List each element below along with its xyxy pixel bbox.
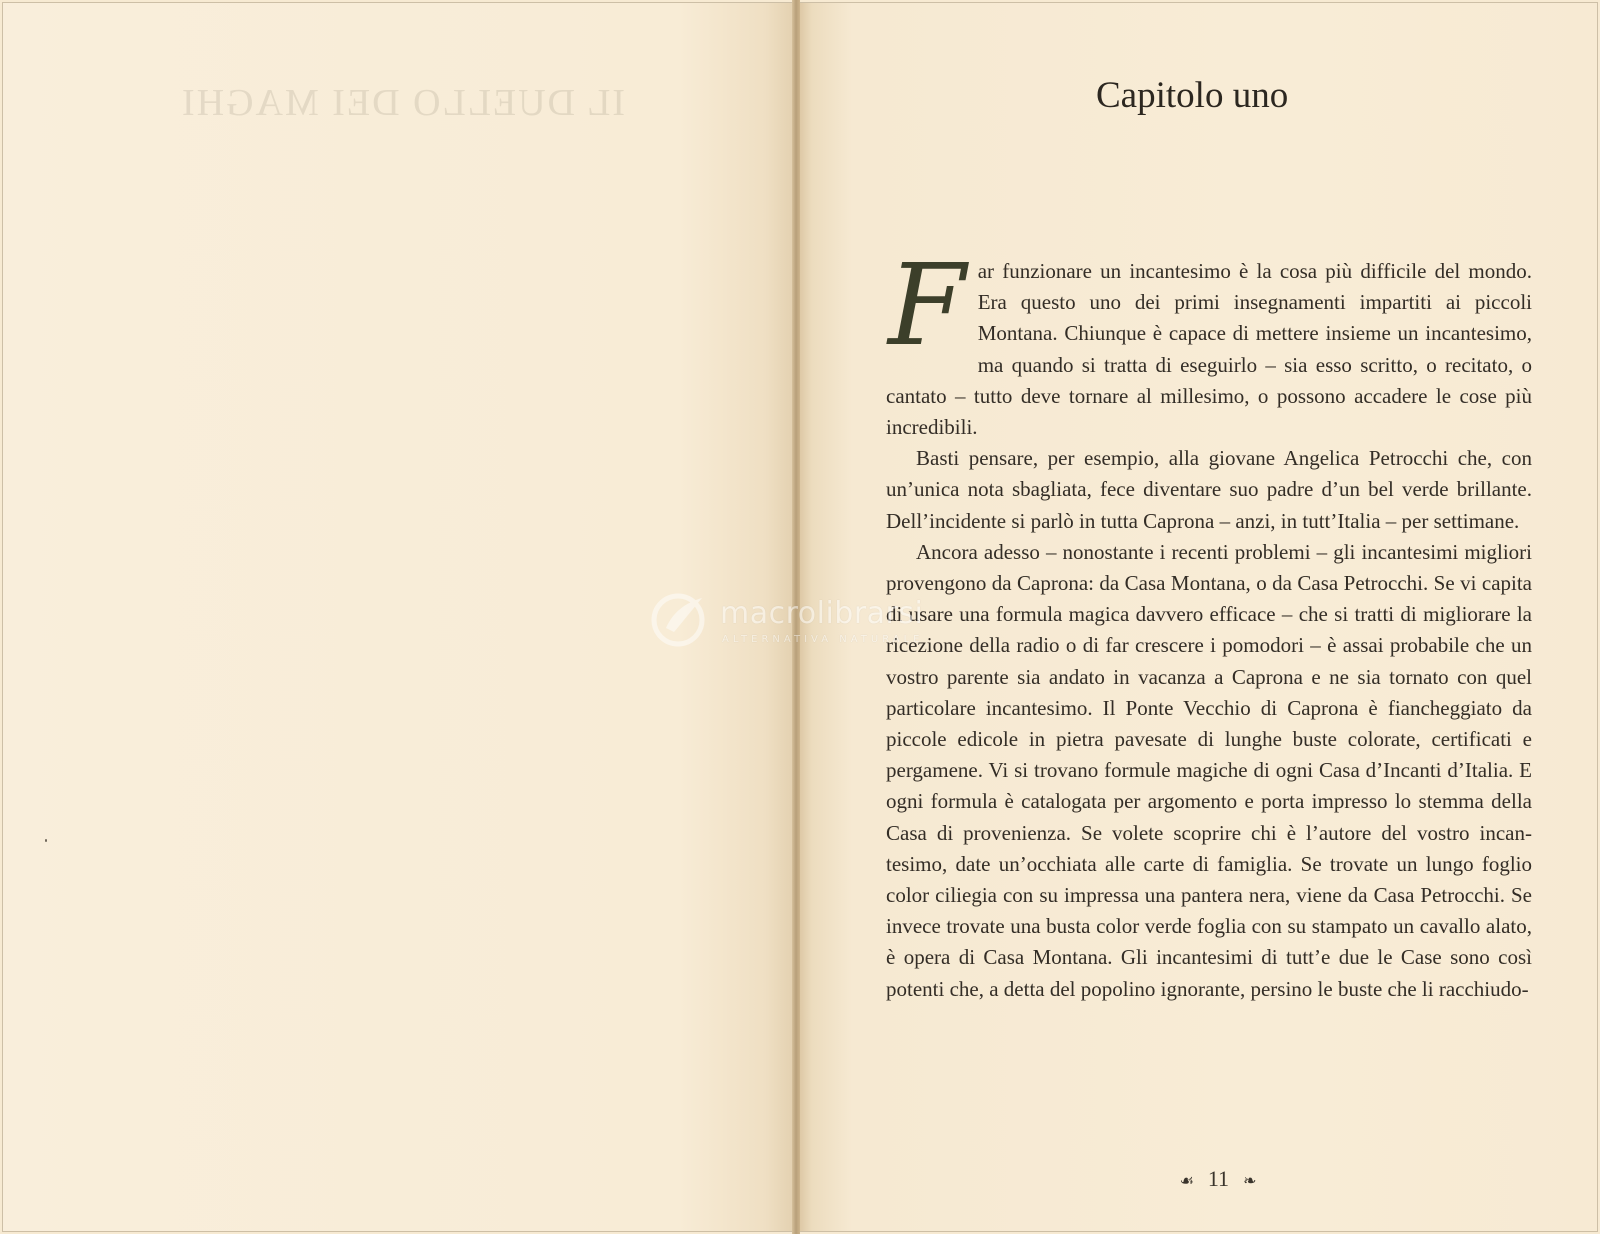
- watermark: [648, 588, 968, 658]
- watermark-logo-icon: [648, 588, 712, 652]
- fleuron-left-icon: ☙: [1179, 1171, 1194, 1191]
- paragraph-2: Basti pensare, per esempio, alla giovane Angelica Petrocchi che, con un’unica nota sbagliata, fece diventare suo padre d’un bel verde brillante. Dell’incidente si parlò in tutta Caprona – anzi, in tutt’Italia – per settimane.: [886, 446, 1532, 533]
- chapter-title: Capitolo uno: [1096, 75, 1289, 116]
- page-number: 11: [1207, 1166, 1230, 1191]
- watermark-text: macrolibrarsi: [720, 596, 924, 631]
- watermark-subtext: ALTERNATIVA NATURALE: [722, 634, 924, 645]
- fleuron-right-icon: ❧: [1243, 1171, 1257, 1191]
- page-folio: [1150, 1166, 1286, 1192]
- running-head-show-through: IL DUELLO DEI MAGHI: [180, 82, 625, 124]
- paragraph-3: Ancora adesso – nonostante i recenti problemi – gli incantesimi migliori provengono da Caprona: da Casa Montana, o da Casa Petrocchi. Se vi capita di usare una formula magica davvero efficace – che si tratti di migliorare la ricezione della radio o di far crescere i pomodori – è assai probabile che un vostro parente sia andato in vacanza a Caprona e ne sia tornato con quel particolare incantesimo. Il Ponte Vecchio di Caprona è fiancheggiato da piccole edicole in pietra pavesate di lunghe buste colorate, certificati e pergamene. Vi si trovano formule magiche di ogni Casa d’Incanti d’Italia. E ogni formula è catalogata per argomento e porta impresso lo stemma della Casa di provenienza. Se volete scoprire chi è l’autore del vostro incantesimo, date un’occhiata alle carte di famiglia. Se trovate un lungo foglio color ciliegia con su impressa una pantera nera, viene da Casa Petrocchi. Se invece trovate una busta color verde foglia con su stampato un cavallo alato, è opera di Casa Montana. Gli incantesimi di tutt’e due le Case sono così potenti che, a detta del popolino ignorante, persino le buste che li racchiudo-: [886, 539, 1532, 1001]
- paragraph-1: [886, 241, 1532, 443]
- paragraph-1-text: ar funzionare un incantesimo è la cosa più difficile del mondo. Era questo uno dei primi insegnamenti impartiti ai piccoli Montana. Chiunque è capace di mettere insieme un incantesimo, ma quando si tratta di eseguirlo – sia esso scritto, o recitato, o cantato – tutto deve tornare al millesimo, o possono accadere le cose più incredibili.: [886, 259, 1532, 440]
- drop-cap: F: [888, 241, 966, 371]
- body-text: [886, 241, 1532, 1005]
- paper-speck: [45, 839, 47, 842]
